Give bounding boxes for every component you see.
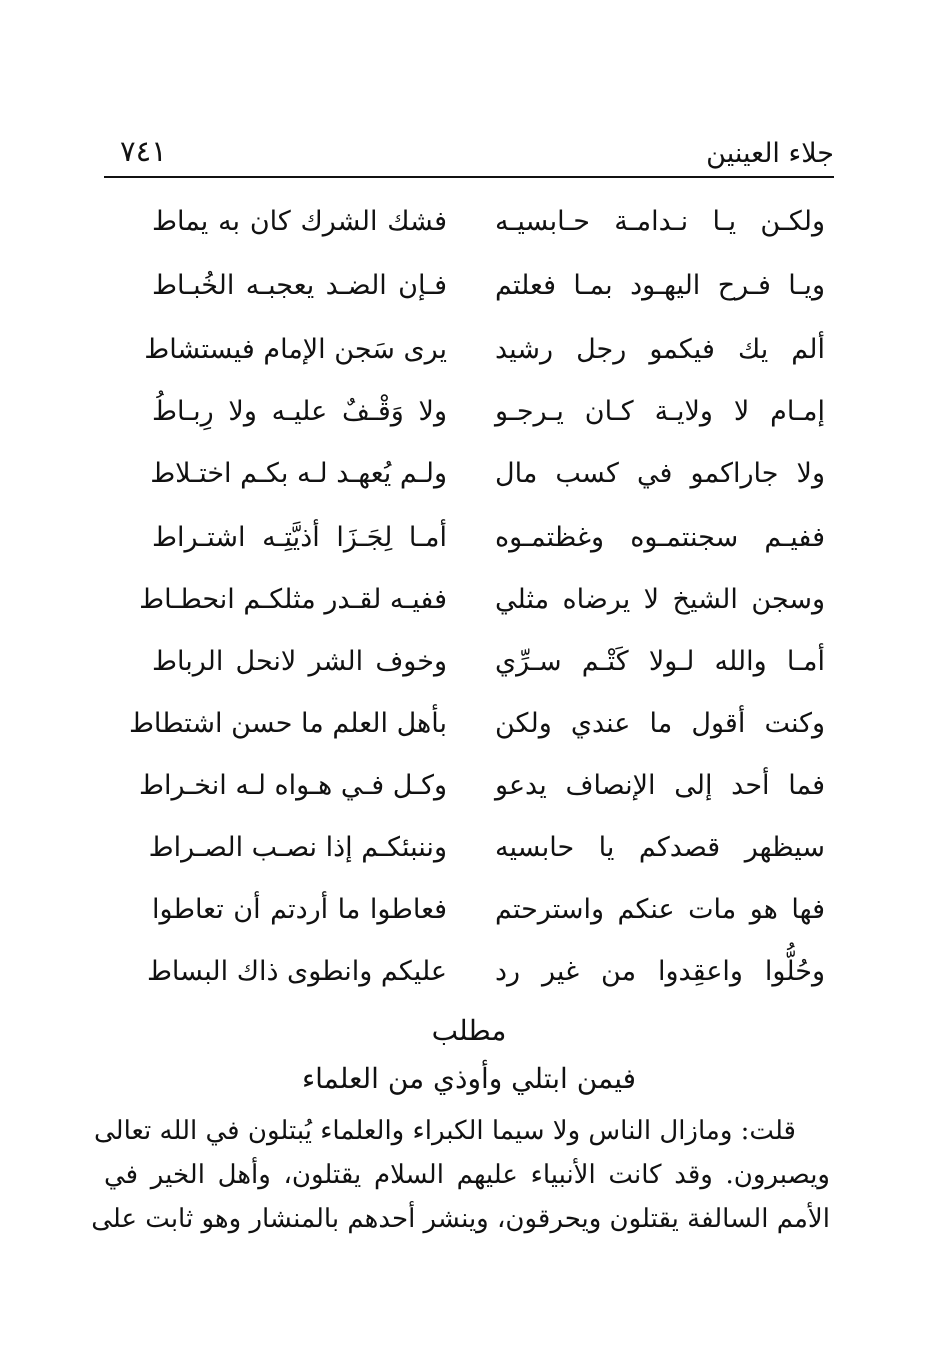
paragraph-line: ويصبرون. وقد كانت الأنبياء عليهم السلام يقتلون، وأهل الخير في <box>104 1160 830 1190</box>
verse-second-hemistich: عليكم وانطوى ذاك البساط <box>146 956 447 987</box>
verse-second-hemistich: فعاطوا ما أردتم أن تعاطوا <box>152 894 447 925</box>
verse-first-hemistich: وسجن الشيخ لا يرضاه مثلي <box>495 584 825 615</box>
verse-line <box>144 334 830 374</box>
verse-line <box>150 206 830 246</box>
verse-line <box>150 270 830 310</box>
verse-first-hemistich: فما أحد إلى الإنصاف يدعو <box>495 770 825 801</box>
verse-first-hemistich: إمـام لا ولايـة كـان يـرجـو <box>495 396 825 427</box>
verse-line <box>150 646 830 686</box>
verse-second-hemistich: وخوف الشر لانحل الرباط <box>152 646 447 677</box>
verse-line <box>150 522 830 562</box>
verse-first-hemistich: ألم يك فيكمو رجل رشيد <box>495 334 825 365</box>
verse-line <box>128 708 830 748</box>
verse-line <box>146 956 830 996</box>
verse-second-hemistich: أمـا لِجَـزَا أذيَّتِـه اشتـراط <box>152 522 447 553</box>
verse-line <box>150 396 830 436</box>
verse-second-hemistich: فـإن الضـد يعجبـه الخُبـاط <box>152 270 447 301</box>
verse-first-hemistich: ولا جاراكمو في كسب مال <box>495 458 825 489</box>
verse-first-hemistich: وحُلُّوا واعقِدوا من غير رد <box>495 956 825 987</box>
verse-second-hemistich: وكـل فـي هـواه لـه انخـراط <box>139 770 447 801</box>
verse-first-hemistich: وكنت أقول ما عندي ولكن <box>495 708 825 739</box>
running-header-title: جلاء العينين <box>706 138 834 169</box>
verse-line <box>150 832 830 872</box>
verse-second-hemistich: بأهل العلم ما حسن اشتطاط <box>128 708 447 739</box>
verse-second-hemistich: ولـم يُعهـد لـه بكـم اختـلاط <box>150 458 447 489</box>
verse-first-hemistich: ويـا فـرح اليهـود بمـا فعلتم <box>495 270 825 301</box>
section-heading: مطلب <box>431 1014 507 1047</box>
verse-line <box>150 458 830 498</box>
section-subheading: فيمن ابتلي وأوذي من العلماء <box>301 1062 637 1095</box>
verse-second-hemistich: يرى سَجن الإمام فيستشاط <box>144 334 447 365</box>
verse-line <box>150 894 830 934</box>
paragraph-line: قلت: ومازال الناس ولا سيما الكبراء والعلماء يُبتلون في الله تعالى <box>94 1116 796 1146</box>
header-divider <box>104 176 834 178</box>
verse-first-hemistich: ولكـن يـا نـدامـة حـابسيـه <box>495 206 825 237</box>
verse-second-hemistich: وننبئكـم إذا نصـب الصـراط <box>148 832 447 863</box>
paragraph-line: الأمم السالفة يقتلون ويحرقون، وينشر أحدهم بالمنشار وهو ثابت على <box>91 1204 830 1234</box>
verse-second-hemistich: ولا وَقْـفٌ عليـه ولا رِبـاطُ <box>152 396 447 427</box>
verse-line <box>139 770 830 810</box>
verse-first-hemistich: فها هو مات عنكم واسترحتم <box>495 894 825 925</box>
verse-second-hemistich: ففيـه لقـدر مثلكـم انحطـاط <box>139 584 447 615</box>
verse-first-hemistich: أمـا والله لـولا كَتْـم سـرِّي <box>495 646 825 677</box>
verse-first-hemistich: سيظهر قصدكم يا حابسيه <box>495 832 825 863</box>
verse-first-hemistich: ففيـم سجنتمـوه وغظتمـوه <box>495 522 825 553</box>
verse-second-hemistich: فشك الشرك كان به يماط <box>152 206 447 237</box>
page-number: ٧٤١ <box>120 134 167 168</box>
verse-line <box>139 584 830 624</box>
